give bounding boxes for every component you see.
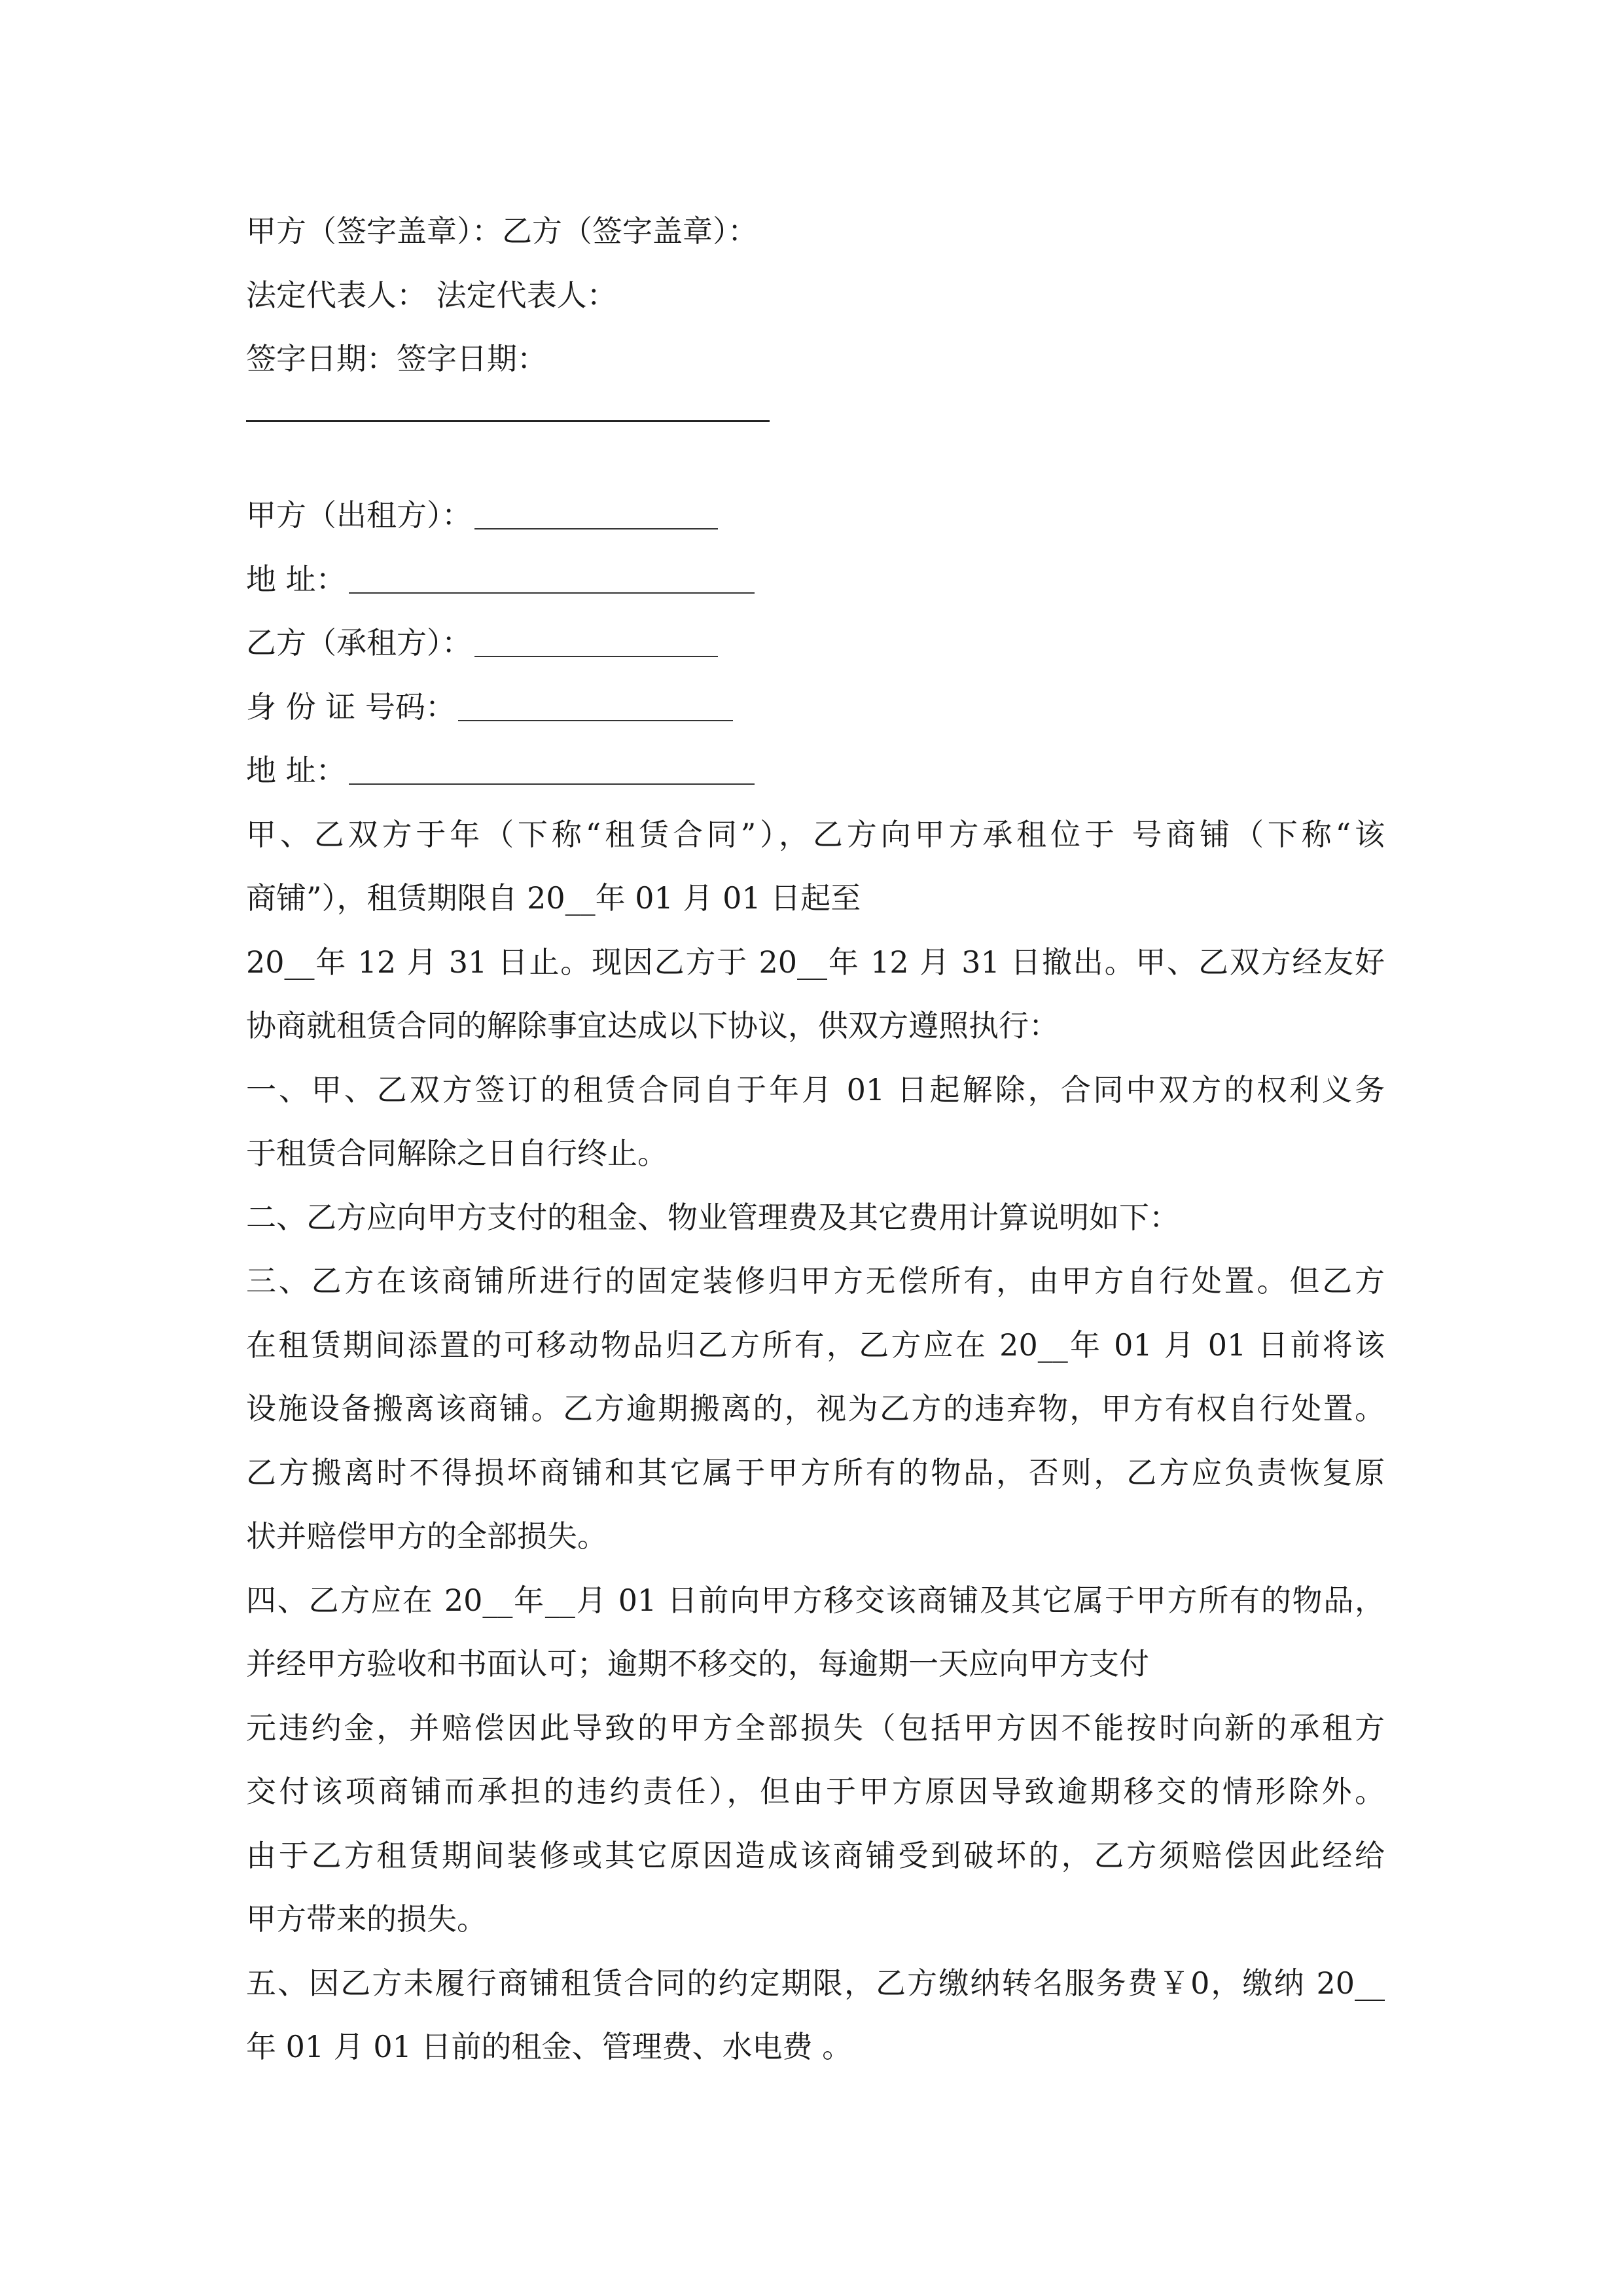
body-line: 在租赁期间添置的可移动物品归乙方所有，乙方应在 20__年 01 月 01 日前将该	[246, 1327, 1385, 1363]
lessee-address-label: 地 址：	[246, 753, 346, 788]
lessor-address-label: 地 址：	[246, 561, 346, 597]
lessee-label: 乙方（承租方）：	[246, 625, 472, 660]
lessor-address-line	[246, 548, 1385, 612]
divider-rule	[246, 420, 770, 422]
body-line: 四、乙方应在 20__年__月 01 日前向甲方移交该商铺及其它属于甲方所有的物品，	[246, 1582, 1385, 1618]
body-line: 一、甲、乙双方签订的租赁合同自于年月 01 日起解除，合同中双方的权利义务	[246, 1071, 1385, 1107]
body-line: 元违约金，并赔偿因此导致的甲方全部损失（包括甲方因不能按时向新的承租方	[246, 1710, 1385, 1746]
body-line: 状并赔偿甲方的全部损失。	[246, 1518, 607, 1554]
lessee-blank	[474, 626, 718, 657]
body-line: 交付该项商铺而承担的违约责任），但由于甲方原因导致逾期移交的情形除外。	[246, 1774, 1385, 1809]
lessee-line	[246, 611, 1385, 675]
lessor-label: 甲方（出租方）：	[246, 497, 472, 533]
document-body	[246, 200, 1385, 2079]
legal-representative-line: 法定代表人： 法定代表人：	[246, 277, 617, 313]
body-line: 20__年 12 月 31 日止。现因乙方于 20__年 12 月 31 日撤出。甲、乙双方经友好	[246, 944, 1385, 980]
lessee-address-blank	[349, 753, 755, 785]
body-line: 甲、乙双方于年（下称“租赁合同”），乙方向甲方承租位于 号商铺（下称“该	[246, 816, 1385, 852]
body-line: 乙方搬离时不得损坏商铺和其它属于甲方所有的物品，否则，乙方应负责恢复原	[246, 1454, 1385, 1490]
body-line: 由于乙方租赁期间装修或其它原因造成该商铺受到破坏的，乙方须赔偿因此经给	[246, 1837, 1385, 1873]
body-line: 并经甲方验收和书面认可；逾期不移交的，每逾期一天应向甲方支付	[246, 1646, 1149, 1681]
lessor-address-blank	[349, 562, 755, 594]
signature-date-line: 签字日期：签字日期：	[246, 341, 547, 376]
lessee-id-label: 身 份 证 号码：	[246, 689, 455, 725]
body-line: 设施设备搬离该商铺。乙方逾期搬离的，视为乙方的违弃物，甲方有权自行处置。	[246, 1391, 1385, 1426]
body-line: 于租赁合同解除之日自行终止。	[246, 1136, 668, 1171]
signature-party-line: 甲方（签字盖章）：乙方（签字盖章）：	[246, 213, 758, 249]
section-divider	[246, 420, 1385, 484]
body-line: 商铺”），租赁期限自 20__年 01 月 01 日起至	[246, 880, 861, 916]
lessor-line	[246, 484, 1385, 548]
body-line: 五、因乙方未履行商铺租赁合同的约定期限，乙方缴纳转名服务费￥0，缴纳 20__	[246, 1965, 1385, 2001]
body-line: 三、乙方在该商铺所进行的固定装修归甲方无偿所有，由甲方自行处置。但乙方	[246, 1263, 1385, 1299]
body-line: 二、乙方应向甲方支付的租金、物业管理费及其它费用计算说明如下：	[246, 1199, 1179, 1235]
lessee-id-blank	[458, 690, 733, 721]
lessee-id-line	[246, 675, 1385, 740]
body-line: 甲方带来的损失。	[246, 1901, 487, 1937]
lessor-blank	[474, 498, 718, 529]
lessee-address-line	[246, 739, 1385, 803]
body-line: 年 01 月 01 日前的租金、管理费、水电费 。	[246, 2029, 853, 2064]
body-line: 协商就租赁合同的解除事宜达成以下协议，供双方遵照执行：	[246, 1008, 1059, 1043]
